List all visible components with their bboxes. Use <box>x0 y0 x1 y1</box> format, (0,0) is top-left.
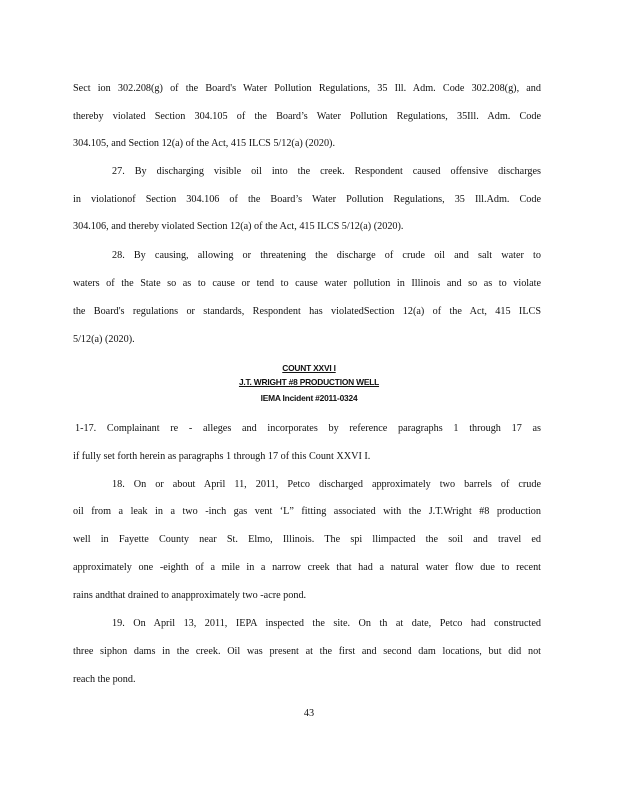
paragraph-1-17-line: if fully set forth herein as paragraphs 1 through 17 of this Count XXVI I. <box>73 451 371 462</box>
incident-heading <box>0 393 618 403</box>
paragraph-27-line: in violationof Section 304.106 of the Board’s Water Pollution Regulations, 35 Ill.Adm. Code <box>73 194 541 205</box>
incident-number: IEMA Incident #2011-0324 <box>260 393 358 403</box>
count-heading <box>0 363 618 373</box>
paragraph-19-line: three siphon dams in the creek. Oil was present at the first and second dam locations, but did not <box>73 646 541 657</box>
paragraph-continuation-line: thereby violated Section 304.105 of the Board’s Water Pollution Regulations, 35Ill. Adm. Code <box>73 111 541 122</box>
well-heading <box>0 377 618 387</box>
count-title: COUNT XXVI I <box>282 363 336 373</box>
paragraph-1-17-line: 1-17. Complainant re - alleges and incorporates by reference paragraphs 1 through 17 as <box>75 423 541 434</box>
paragraph-19-line: reach the pond. <box>73 674 136 685</box>
paragraph-18-line: oil from a leak in a two -inch gas vent ‘L” fitting associated with the J.T.Wright #8 production <box>73 506 541 517</box>
paragraph-27-line: 304.106, and thereby violated Section 12(a) of the Act, 415 ILCS 5/12(a) (2020). <box>73 221 404 232</box>
page-number: 43 <box>303 708 315 719</box>
paragraph-28-line: waters of the State so as to cause or tend to cause water pollution in Illinois and so as to violate <box>73 278 541 289</box>
paragraph-27-line: 27. By discharging visible oil into the creek. Respondent caused offensive discharges <box>112 166 541 177</box>
paragraph-18-line: well in Fayette County near St. Elmo, Illinois. The spi llimpacted the soil and travel ed <box>73 534 541 545</box>
paragraph-28-line: 28. By causing, allowing or threatening the discharge of crude oil and salt water to <box>112 250 541 261</box>
paragraph-18-line: rains andthat drained to anapproximately two -acre pond. <box>73 590 307 601</box>
paragraph-18-line: approximately one -eighth of a mile in a narrow creek that had a natural water flow due to recent <box>73 562 541 573</box>
paragraph-continuation-line: Sect ion 302.208(g) of the Board's Water Pollution Regulations, 35 Ill. Adm. Code 302.208(g), and <box>73 83 541 94</box>
well-title: J.T. WRIGHT #8 PRODUCTION WELL <box>238 377 380 387</box>
paragraph-28-line: the Board's regulations or standards, Respondent has violatedSection 12(a) of the Act, 415 ILCS <box>73 306 541 317</box>
paragraph-28-line: 5/12(a) (2020). <box>73 334 135 345</box>
paragraph-18-line: 18. On or about April 11, 2011, Petco discharged approximately two barrels of crude <box>112 479 541 490</box>
paragraph-continuation-line: 304.105, and Section 12(a) of the Act, 415 ILCS 5/12(a) (2020). <box>73 138 335 149</box>
paragraph-19-line: 19. On April 13, 2011, IEPA inspected the site. On th at date, Petco had constructed <box>112 618 541 629</box>
